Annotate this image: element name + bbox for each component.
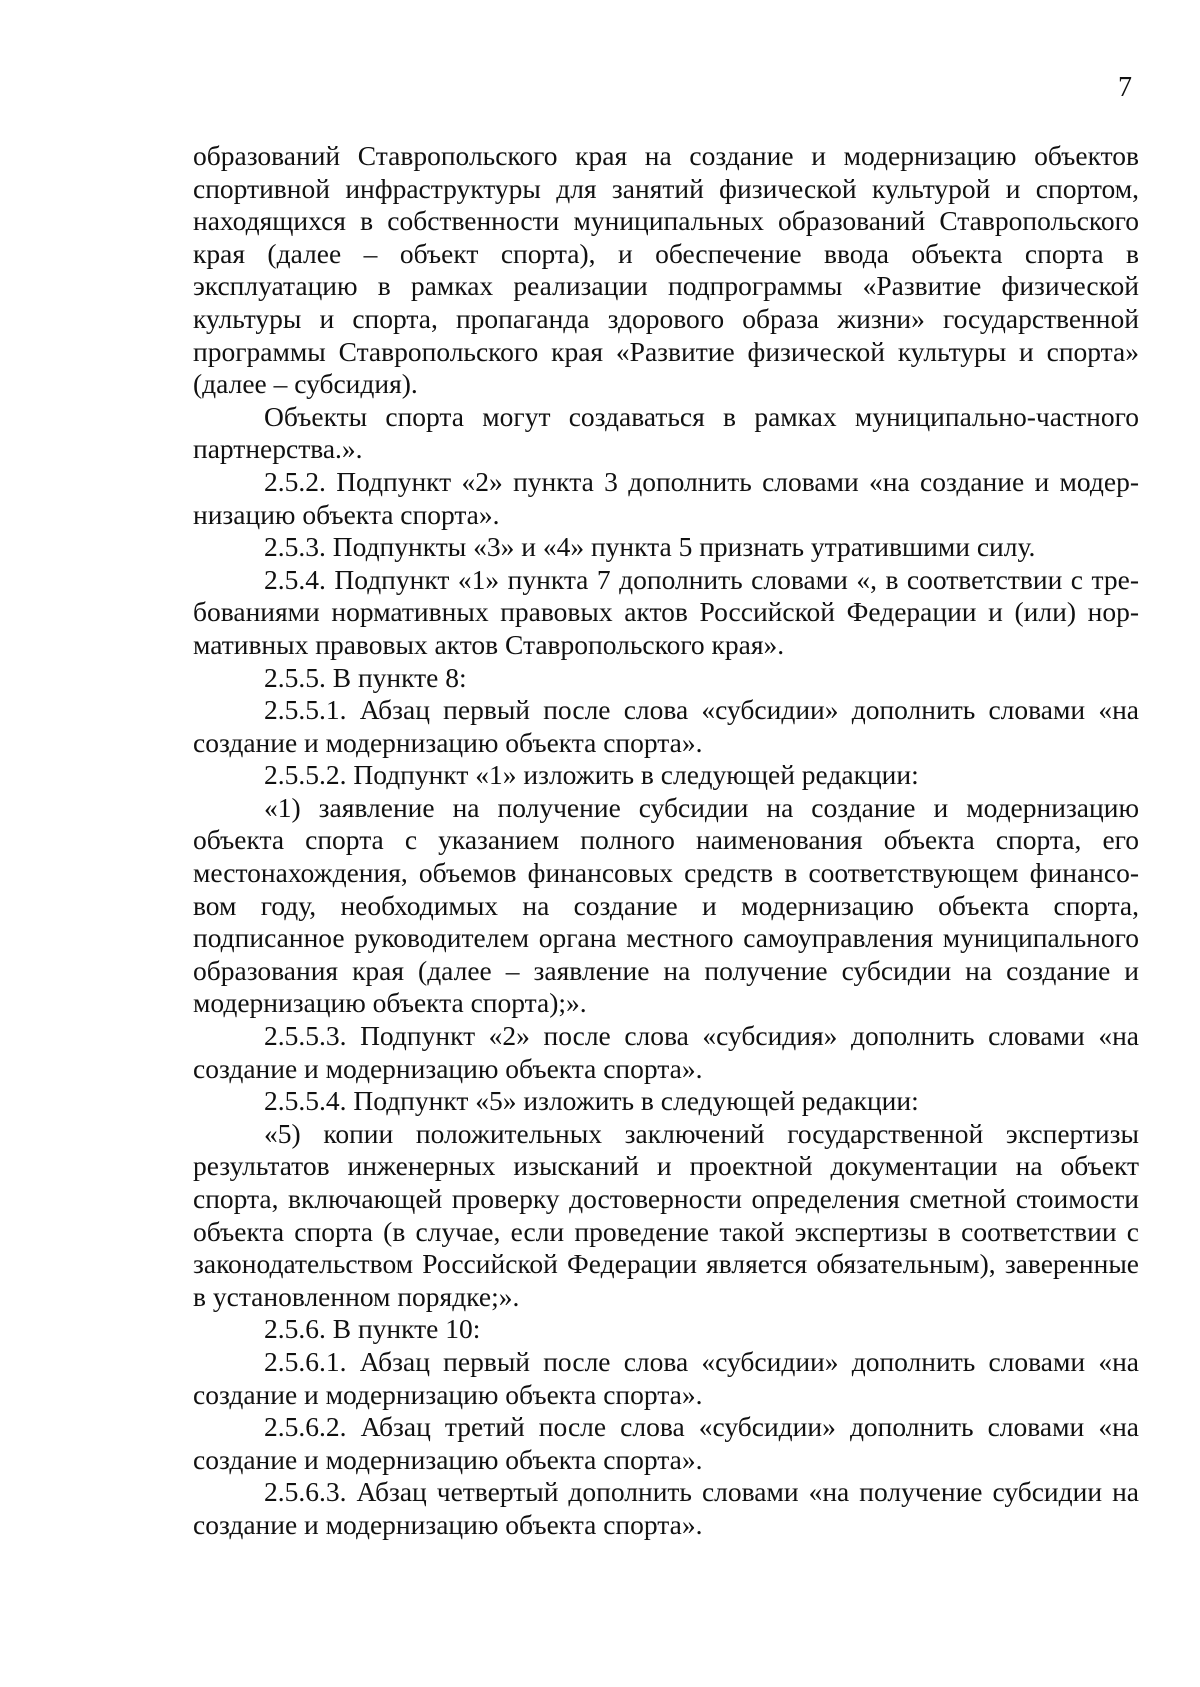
paragraph-2-5-6-2: 2.5.6.2. Абзац третий после слова «субсидии» дополнить словами «на создание и модернизацию объекта спорта». (193, 1411, 1139, 1475)
paragraph-continuation: образований Ставропольского края на создание и модернизацию объектов спортивной инфраструктуры для занятий физической культурой и спортом, находящихся в собственности муниципальных образований Ставропольского края (далее – объект спорта), и обеспечение ввода объекта спорта в эксплуатацию в рамках реализации подпрограммы «Развитие физической культуры и спорта, пропаганда здорового образа жизни» государственной программы Ставропольского края «Развитие физической культуры и спорта» (далее – субсидия). (193, 140, 1139, 400)
paragraph-2-5-6-3: 2.5.6.3. Абзац четвертый дополнить словами «на получение субсидии на создание и модернизацию объекта спорта». (193, 1476, 1139, 1540)
paragraph-subitem-1: «1) заявление на получение субсидии на создание и модернизацию объекта спорта с указанием полного наименования объекта спорта, его местонахождения, объемов финансовых средств в соответствующем финансовом году, необходимых на создание и модернизацию объекта спорта, подписанное руководителем органа местного самоуправления муниципального образования края (далее – заявление на получение субсидии на создание и модернизацию объекта спорта);». (193, 791, 1139, 1019)
paragraph-2-5-6-1: 2.5.6.1. Абзац первый после слова «субсидии» дополнить словами «на создание и модернизацию объекта спорта». (193, 1345, 1139, 1410)
paragraph-2-5-5-3: 2.5.5.3. Подпункт «2» после слова «субсидия» дополнить словами «на создание и модернизацию объекта спорта». (193, 1020, 1139, 1084)
paragraph-2-5-5-1: 2.5.5.1. Абзац первый после слова «субсидии» дополнить словами «на создание и модернизацию объекта спорта». (193, 694, 1139, 758)
document-body (193, 140, 1139, 1542)
paragraph-partnership: Объекты спорта могут создаваться в рамках муниципально-частного партнерства.». (193, 400, 1139, 465)
paragraph-2-5-6: 2.5.6. В пункте 10: (264, 1313, 481, 1345)
page-number: 7 (1118, 72, 1132, 103)
paragraph-2-5-5-4: 2.5.5.4. Подпункт «5» изложить в следующей редакции: (264, 1085, 919, 1117)
paragraph-subitem-5: «5) копии положительных заключений государственной экспертизы результатов инженерных изысканий и проектной документации на объект спорта, включающей проверку достоверности определения сметной стоимости объекта спорта (в случае, если проведение такой экспертизы в соответствии с законодательством Российской Федерации является обязательным), заверенные в установленном порядке;». (193, 1117, 1139, 1312)
paragraph-2-5-5-2: 2.5.5.2. Подпункт «1» изложить в следующей редакции: (264, 759, 919, 791)
paragraph-2-5-2: 2.5.2. Подпункт «2» пункта 3 дополнить словами «на создание и модернизацию объекта спорта». (193, 465, 1139, 530)
paragraph-2-5-5: 2.5.5. В пункте 8: (264, 661, 467, 693)
paragraph-2-5-4: 2.5.4. Подпункт «1» пункта 7 дополнить словами «, в соответствии с требованиями нормативных правовых актов Российской Федерации и (или) нормативных правовых актов Ставропольского края». (193, 563, 1139, 660)
paragraph-2-5-3: 2.5.3. Подпункты «3» и «4» пункта 5 признать утратившими силу. (264, 531, 1036, 563)
